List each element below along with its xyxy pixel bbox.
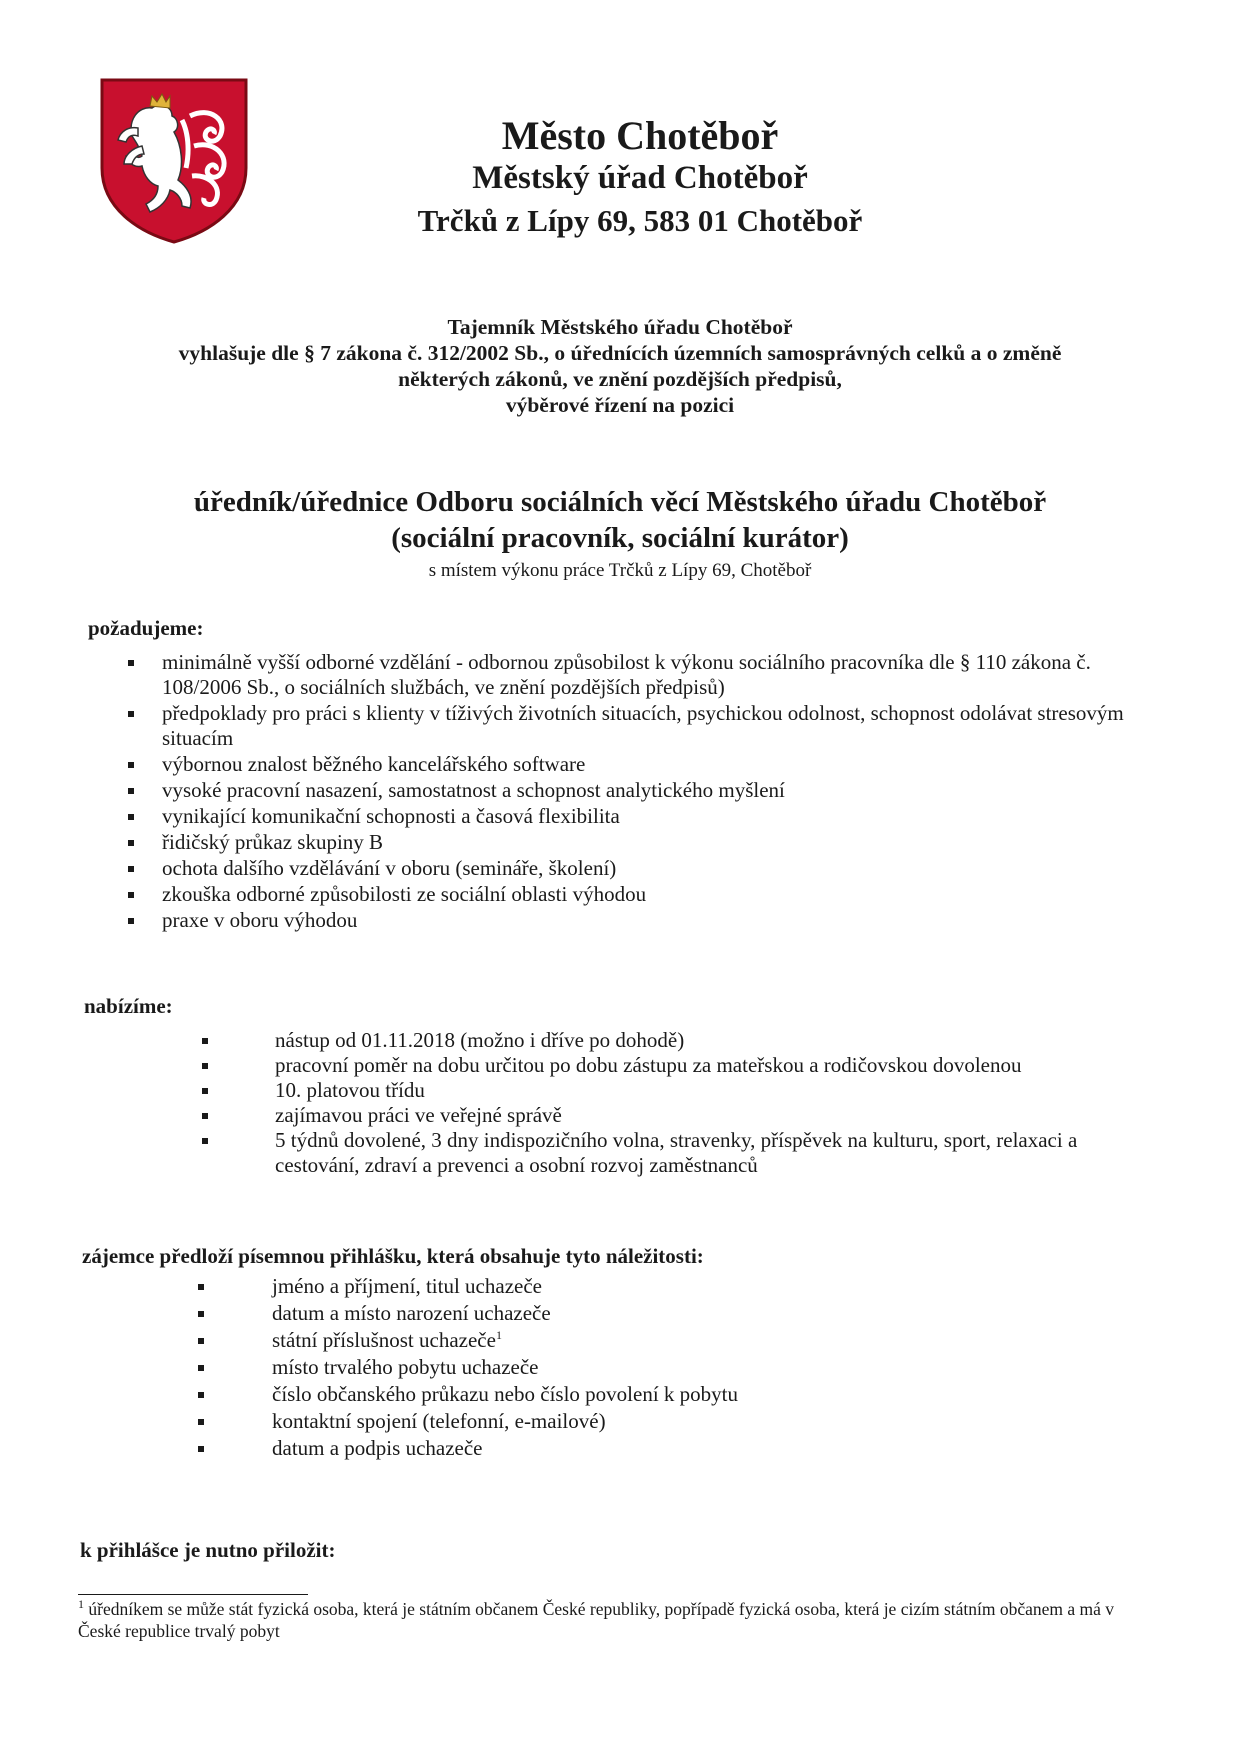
list-item: zajímavou práci ve veřejné správě <box>275 1103 1155 1128</box>
list-item: ochota dalšího vzdělávání v oboru (semináře, školení) <box>162 856 1172 881</box>
list-item: jméno a příjmení, titul uchazeče <box>272 1274 972 1299</box>
bullet-icon <box>202 1113 208 1119</box>
list-item: zkouška odborné způsobilosti ze sociální oblasti výhodou <box>162 882 1172 907</box>
bullet-icon <box>202 1088 208 1094</box>
bullet-icon <box>128 762 134 768</box>
bullet-icon <box>198 1365 204 1371</box>
intro-line: některých zákonů, ve znění pozdějších předpisů, <box>398 367 842 391</box>
bullet-icon <box>128 918 134 924</box>
list-item: řidičský průkaz skupiny B <box>162 830 1172 855</box>
list-item: předpoklady pro práci s klienty v tíživých životních situacích, psychickou odolnost, schopnost odolávat stresovým situacím <box>162 701 1172 751</box>
bullet-icon <box>198 1284 204 1290</box>
list-item: výbornou znalost běžného kancelářského software <box>162 752 1172 777</box>
offer-heading: nabízíme: <box>84 994 173 1018</box>
list-item: číslo občanského průkazu nebo číslo povolení k pobytu <box>272 1382 972 1407</box>
bullet-icon <box>128 660 134 666</box>
intro-line: Tajemník Městského úřadu Chotěboř <box>447 315 793 339</box>
bullet-icon <box>128 711 134 717</box>
footnote <box>78 1598 1138 1642</box>
bullet-icon <box>198 1338 204 1344</box>
list-item: vysoké pracovní nasazení, samostatnost a schopnost analytického myšlení <box>162 778 1172 803</box>
application-list <box>272 1274 972 1463</box>
bullet-icon <box>198 1446 204 1452</box>
list-item: datum a místo narození uchazeče <box>272 1301 972 1326</box>
list-item: praxe v oboru výhodou <box>162 908 1172 933</box>
attachments-heading: k přihlášce je nutno přiložit: <box>80 1538 336 1562</box>
list-item: vynikající komunikační schopnosti a časová flexibilita <box>162 804 1172 829</box>
footnote-divider <box>78 1594 308 1595</box>
list-item: minimálně vyšší odborné vzdělání - odbornou způsobilost k výkonu sociálního pracovníka dle § 110 zákona č. 108/2006 Sb., o sociálních službách, ve znění pozdějších předpisů) <box>162 650 1172 700</box>
position-subtitle: (sociální pracovník, sociální kurátor) <box>391 522 849 554</box>
requirements-heading: požadujeme: <box>88 616 204 640</box>
list-item: 10. platovou třídu <box>275 1078 1155 1103</box>
bullet-icon <box>198 1392 204 1398</box>
bullet-icon <box>128 788 134 794</box>
intro-line: výběrové řízení na pozici <box>505 393 735 417</box>
list-item: státní příslušnost uchazeče$^1$ <box>272 1328 972 1353</box>
coat-of-arms-icon <box>98 76 250 246</box>
bullet-icon <box>128 840 134 846</box>
bullet-icon <box>128 814 134 820</box>
list-item: nástup od 01.11.2018 (možno i dříve po dohodě) <box>275 1028 1155 1053</box>
footnote-text: úředníkem se může stát fyzická osoba, která je státním občanem České republiky, popřípadě fyzická osoba, která je cizím státním občanem a má v České republice trvalý pobyt <box>78 1599 1115 1641</box>
footnote-ref: 1 <box>495 1328 502 1342</box>
offer-list <box>275 1028 1155 1178</box>
list-item: datum a podpis uchazeče <box>272 1436 972 1461</box>
bullet-icon <box>198 1311 204 1317</box>
bullet-icon <box>128 892 134 898</box>
bullet-icon <box>202 1138 208 1144</box>
position-title: úředník/úřednice Odboru sociálních věcí Městského úřadu Chotěboř <box>193 486 1047 518</box>
list-item: 5 týdnů dovolené, 3 dny indispozičního volna, stravenky, příspěvek na kulturu, sport, relaxaci a cestování, zdraví a prevenci a osobní rozvoj zaměstnanců <box>275 1128 1155 1178</box>
bullet-icon <box>202 1063 208 1069</box>
position-block <box>100 484 1140 584</box>
intro-line: vyhlašuje dle § 7 zákona č. 312/2002 Sb., o úřednících územních samosprávných celků a o změně <box>178 341 1062 365</box>
bullet-icon <box>128 866 134 872</box>
list-item: kontaktní spojení (telefonní, e-mailové) <box>272 1409 972 1434</box>
list-item: pracovní poměr na dobu určitou po dobu zástupu za mateřskou a rodičovskou dovolenou <box>275 1053 1155 1078</box>
footnote-mark: 1 <box>78 1597 84 1612</box>
requirements-list <box>162 650 1172 933</box>
office-address: Trčků z Lípy 69, 583 01 Chotěboř <box>417 203 863 238</box>
application-heading: zájemce předloží písemnou přihlášku, která obsahuje tyto náležitosti: <box>82 1244 704 1268</box>
office-name: Městský úřad Chotěboř <box>472 160 808 196</box>
position-place: s místem výkonu práce Trčků z Lípy 69, Chotěboř <box>428 560 812 581</box>
announcement-intro <box>120 314 1120 418</box>
list-item: místo trvalého pobytu uchazeče <box>272 1355 972 1380</box>
bullet-icon <box>202 1038 208 1044</box>
bullet-icon <box>198 1419 204 1425</box>
city-name: Město Chotěboř <box>501 113 779 158</box>
